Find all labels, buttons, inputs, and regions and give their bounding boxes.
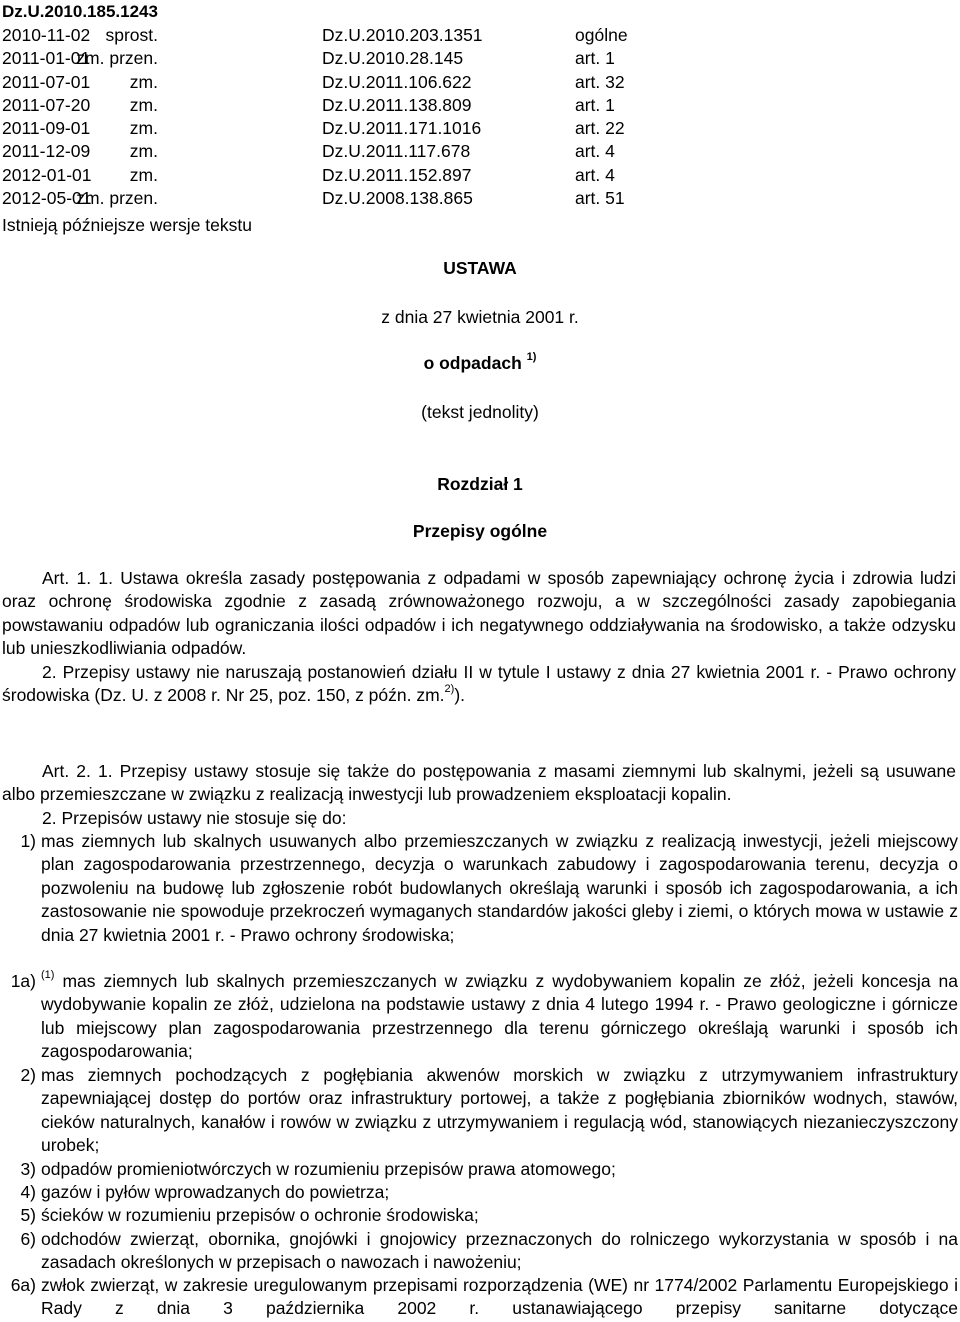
article-text: 2. Przepisy ustawy nie naruszają postanowień działu II w tytule I ustawy z dnia 27 kwietnia 2001 r. - Prawo ochrony środowiska (Dz. U. z 2008 r. Nr 25, poz. 150, z późn. zm. — [2, 661, 956, 706]
footnote-ref: (1) — [41, 969, 55, 982]
history-date: 2012-01-01 — [2, 164, 92, 185]
list-item — [0, 970, 958, 1064]
item-text: mas ziemnych pochodzących z pogłębiania akwenów morskich w związku z utrzymywaniem infrastruktury zapewniającej dostęp do portów oraz infrastruktury portowej, a także z pogłębiania zbiorników wodnych, stawów, cieków naturalnych, kanałów i rowów w związku z utrzymywaniem i regulacją wód, stanowiących niezanieczyszczony urobek; — [41, 1065, 958, 1156]
item-text-body: mas ziemnych lub skalnych przemieszczanych w związku z wydobywaniem kopalin ze złóż, jeżeli koncesja na wydobywanie kopalin ze złóż, udzielona na podstawie ustawy z dnia 4 lutego 1994 r. - Prawo geologiczne i górnicze lub miejscowy plan zagospodarowania przestrzennego dla terenu górniczego określają warunki i sposób ich zagospodarowania; — [41, 971, 958, 1062]
list-item — [0, 1181, 958, 1204]
item-number: 2) — [20, 1065, 36, 1085]
item-text: mas ziemnych lub skalnych usuwanych albo przemieszczanych w związku z realizacją inwestycji, jeżeli miejscowy plan zagospodarowania przestrzennego, decyzja o warunkach zabudowy i zagospodarowania terenu, decyzja o pozwoleniu na budowę lub zgłoszenie robót budowlanych określają warunki i sposób ich zagospodarowania, a ich zastosowanie nie spowoduje przekroczeń wymaganych standardów jakości gleby i ziemi, o których mowa w ustawie z dnia 27 kwietnia 2001 r. - Prawo ochrony środowiska; — [41, 831, 958, 945]
history-source: Dz.U.2011.117.678 — [322, 141, 471, 162]
history-date: 2011-09-01 — [2, 118, 91, 139]
act-type: USTAWA — [443, 258, 517, 278]
article-text: Ustawa określa zasady postępowania z odpadami w sposób zapewniający ochronę życia i zdrowia ludzi oraz ochronę środowiska zgodnie z zasadą zrównoważonego rozwoju, a w szczególności zasady zapobiegania powstawaniu odpadów lub ograniczania ilości odpadów i ich negatywnego oddziaływania na środowisko, a także odzysku lub unieszkodliwiania odpadów. — [2, 568, 957, 659]
history-row — [2, 140, 702, 163]
history-row — [2, 47, 702, 70]
history-art: art. 4 — [575, 141, 615, 162]
history-date: 2012-05-01 — [2, 188, 92, 209]
history-type: zm. przen. — [76, 48, 158, 69]
history-source: Dz.U.2010.28.145 — [322, 48, 464, 69]
history-art: art. 1 — [575, 94, 615, 115]
item-text: zwłok zwierząt, w zakresie uregulowanym przepisami rozporządzenia (WE) nr 1774/2002 Parlamentu Europejskiego i Rady z dnia 3 października 2002 r. ustanawiającego przepisy sanitarne dotyczące — [41, 1275, 958, 1319]
item-text — [41, 970, 958, 1064]
history-source: Dz.U.2011.138.809 — [322, 94, 472, 115]
history-type: zm. — [129, 118, 158, 139]
list-item — [0, 1204, 958, 1227]
item-text: gazów i pyłów wprowadzanych do powietrza; — [41, 1182, 390, 1202]
list-item — [0, 1064, 958, 1158]
item-number: 4) — [20, 1182, 36, 1202]
history-row — [2, 71, 702, 94]
act-title-text: o odpadach — [423, 353, 522, 373]
list-item — [0, 830, 958, 947]
history-row — [2, 164, 702, 187]
history-row — [2, 117, 702, 140]
item-number: 6a) — [10, 1275, 36, 1295]
history-date: 2011-01-01 — [2, 48, 91, 69]
history-art: art. 1 — [575, 48, 615, 69]
history-art: art. 4 — [575, 164, 615, 185]
history-type: zm. — [129, 94, 158, 115]
history-source: Dz.U.2011.171.1016 — [322, 118, 482, 139]
chapter-title: Przepisy ogólne — [412, 521, 548, 541]
history-row — [2, 187, 702, 210]
footnote-ref: 1) — [526, 351, 537, 364]
act-subtitle: (tekst jednolity) — [421, 402, 539, 422]
article-2 — [2, 760, 956, 830]
history-art: art. 51 — [575, 188, 625, 209]
history-type: zm. przen. — [76, 188, 158, 209]
article-2-par-1 — [2, 760, 956, 807]
amendment-history — [2, 24, 702, 210]
history-type: sprost. — [105, 25, 158, 45]
history-date: 2011-07-20 — [2, 94, 91, 115]
history-art: art. 22 — [575, 118, 625, 139]
list-item — [0, 1228, 958, 1275]
history-source: Dz.U.2010.203.1351 — [322, 25, 483, 45]
history-date: 2010-11-02 — [2, 25, 91, 45]
history-row — [2, 94, 702, 117]
history-type: zm. — [129, 71, 158, 92]
article-text-end: ). — [454, 685, 466, 706]
document-id: Dz.U.2010.185.1243 — [2, 2, 158, 21]
item-number: 6) — [20, 1229, 36, 1249]
item-text: ścieków w rozumieniu przepisów o ochronie środowiska; — [41, 1205, 479, 1225]
act-title — [0, 352, 960, 374]
list-item — [0, 1274, 958, 1321]
article-label: Art. 1. 1. — [42, 568, 113, 588]
history-row — [2, 24, 702, 47]
act-date: z dnia 27 kwietnia 2001 r. — [381, 307, 579, 327]
history-date: 2011-12-09 — [2, 141, 91, 162]
item-number: 1a) — [10, 971, 36, 991]
article-1 — [2, 567, 956, 707]
history-source: Dz.U.2011.106.622 — [322, 71, 472, 92]
item-number: 5) — [20, 1205, 36, 1225]
history-art: art. 32 — [575, 71, 625, 92]
article-label: Art. 2. 1. — [42, 761, 113, 781]
item-text: odchodów zwierząt, obornika, gnojówki i gnojowicy przeznaczonych do rolniczego wykorzystania w sposób i na zasadach określonych w przepisach o nawozach i nawożeniu; — [41, 1229, 958, 1273]
article-1-par-1 — [2, 567, 956, 661]
history-source: Dz.U.2008.138.865 — [322, 188, 473, 209]
history-source: Dz.U.2011.152.897 — [322, 164, 472, 185]
chapter-number: Rozdział 1 — [437, 474, 523, 494]
article-text: Przepisy ustawy stosuje się także do postępowania z masami ziemnymi lub skalnymi, jeżeli są usuwane albo przemieszczane w związku z realizacją inwestycji lub prowadzeniem eksploatacji kopalin. — [2, 761, 956, 805]
article-1-par-2 — [2, 661, 956, 708]
history-type: zm. — [129, 141, 158, 162]
list-item — [0, 1158, 958, 1181]
history-type: zm. — [129, 164, 158, 185]
item-number: 1) — [20, 831, 36, 851]
later-versions-note: Istnieją późniejsze wersje tekstu — [2, 215, 252, 235]
article-2-par-2: 2. Przepisów ustawy nie stosuje się do: — [42, 807, 347, 828]
history-art: ogólne — [575, 25, 628, 45]
item-text: odpadów promieniotwórczych w rozumieniu przepisów prawa atomowego; — [41, 1159, 616, 1179]
item-number: 3) — [20, 1159, 36, 1179]
footnote-ref: 2) — [444, 683, 455, 696]
history-date: 2011-07-01 — [2, 71, 91, 92]
